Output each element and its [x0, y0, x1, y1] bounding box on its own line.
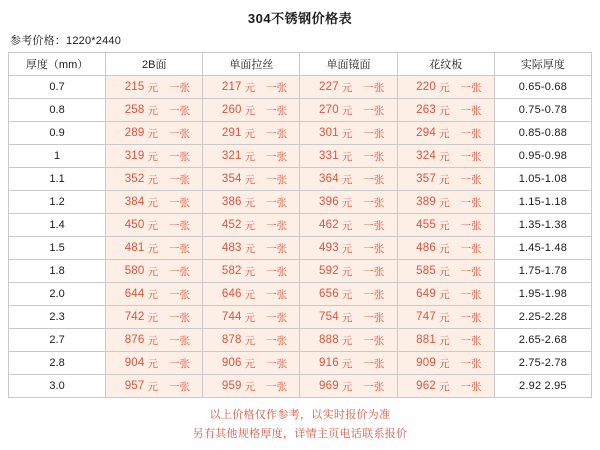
cell-price-brushed — [203, 145, 300, 168]
cell-price-brushed — [203, 191, 300, 214]
price-value: 481 — [124, 242, 145, 254]
price-per-unit: 一张 — [460, 173, 482, 186]
price-value: 909 — [416, 357, 436, 369]
cell-actual-thickness: 2.92 2.95 — [494, 375, 591, 398]
cell-price-brushed — [203, 76, 300, 99]
price-value: 263 — [416, 104, 436, 116]
price-currency: 元 — [438, 81, 450, 94]
price-per-unit: 一张 — [168, 265, 190, 278]
table-row — [9, 76, 592, 99]
cell-thickness: 1 — [9, 145, 106, 168]
table-row — [9, 352, 592, 375]
price-value: 916 — [319, 357, 339, 369]
cell-price-2b — [106, 145, 203, 168]
cell-price-pattern — [397, 145, 494, 168]
cell-price-mirror — [300, 237, 397, 260]
cell-actual-thickness: 0.75-0.78 — [494, 99, 591, 122]
cell-price-mirror — [300, 145, 397, 168]
price-currency: 元 — [147, 127, 158, 140]
cell-thickness: 0.9 — [9, 122, 106, 145]
price-value: 585 — [416, 265, 436, 277]
price-per-unit: 一张 — [168, 81, 190, 94]
cell-price-2b — [106, 237, 203, 260]
price-value: 644 — [124, 288, 145, 300]
cell-price-mirror — [300, 99, 397, 122]
cell-thickness: 1.5 — [9, 237, 106, 260]
price-value: 754 — [319, 311, 339, 323]
column-header-brushed: 单面拉丝 — [203, 53, 300, 76]
cell-actual-thickness: 1.45-1.48 — [494, 237, 591, 260]
price-per-unit: 一张 — [460, 81, 482, 94]
price-value: 888 — [319, 334, 339, 346]
cell-actual-thickness: 2.65-2.68 — [494, 329, 591, 352]
price-currency: 元 — [147, 311, 158, 324]
page-title: 304不锈钢价格表 — [247, 11, 353, 26]
footer-note-1: 以上价格仅作参考，以实时报价为准 — [209, 409, 391, 421]
cell-price-pattern — [397, 306, 494, 329]
cell-price-mirror — [300, 352, 397, 375]
price-currency: 元 — [341, 380, 353, 393]
price-value: 462 — [319, 219, 339, 231]
cell-actual-thickness: 2.25-2.28 — [494, 306, 591, 329]
price-currency: 元 — [438, 288, 450, 301]
cell-price-pattern — [397, 352, 494, 375]
price-value: 969 — [319, 380, 339, 392]
price-value: 289 — [124, 127, 145, 139]
price-currency: 元 — [147, 357, 158, 370]
price-per-unit: 一张 — [168, 380, 190, 393]
price-currency: 元 — [147, 104, 158, 117]
price-currency: 元 — [438, 334, 450, 347]
price-currency: 元 — [438, 311, 450, 324]
cell-actual-thickness: 2.75-2.78 — [494, 352, 591, 375]
cell-price-pattern — [397, 237, 494, 260]
price-currency: 元 — [341, 265, 353, 278]
price-per-unit: 一张 — [168, 288, 190, 301]
price-per-unit: 一张 — [363, 242, 385, 255]
price-value: 331 — [319, 150, 339, 162]
price-value: 217 — [221, 81, 242, 93]
price-per-unit: 一张 — [363, 265, 385, 278]
price-value: 959 — [221, 380, 242, 392]
price-per-unit: 一张 — [266, 265, 288, 278]
cell-price-2b — [106, 168, 203, 191]
price-per-unit: 一张 — [168, 127, 190, 140]
price-value: 452 — [221, 219, 242, 231]
cell-price-brushed — [203, 122, 300, 145]
cell-price-2b — [106, 214, 203, 237]
price-per-unit: 一张 — [363, 127, 385, 140]
table-row — [9, 145, 592, 168]
price-per-unit: 一张 — [168, 219, 190, 232]
cell-price-pattern — [397, 191, 494, 214]
cell-price-mirror — [300, 76, 397, 99]
price-currency: 元 — [147, 196, 158, 209]
price-value: 455 — [416, 219, 436, 231]
price-value: 744 — [221, 311, 242, 323]
cell-price-mirror — [300, 191, 397, 214]
price-per-unit: 一张 — [460, 196, 482, 209]
price-per-unit: 一张 — [460, 357, 482, 370]
price-value: 904 — [124, 357, 145, 369]
cell-actual-thickness: 0.65-0.68 — [494, 76, 591, 99]
cell-actual-thickness: 1.35-1.38 — [494, 214, 591, 237]
price-per-unit: 一张 — [266, 81, 288, 94]
price-currency: 元 — [244, 311, 256, 324]
cell-price-mirror — [300, 306, 397, 329]
price-value: 493 — [319, 242, 339, 254]
price-value: 270 — [319, 104, 339, 116]
price-per-unit: 一张 — [168, 104, 190, 117]
price-per-unit: 一张 — [168, 173, 190, 186]
table-header — [9, 53, 592, 76]
price-currency: 元 — [147, 81, 158, 94]
price-value: 321 — [221, 150, 242, 162]
price-per-unit: 一张 — [460, 311, 482, 324]
table-row — [9, 260, 592, 283]
cell-thickness: 2.0 — [9, 283, 106, 306]
cell-thickness: 2.3 — [9, 306, 106, 329]
cell-actual-thickness: 0.95-0.98 — [494, 145, 591, 168]
price-per-unit: 一张 — [266, 380, 288, 393]
cell-price-brushed — [203, 260, 300, 283]
cell-actual-thickness: 1.95-1.98 — [494, 283, 591, 306]
cell-price-mirror — [300, 260, 397, 283]
cell-price-2b — [106, 191, 203, 214]
price-currency: 元 — [244, 357, 256, 370]
price-per-unit: 一张 — [266, 219, 288, 232]
price-value: 220 — [416, 81, 436, 93]
price-value: 486 — [416, 242, 436, 254]
cell-actual-thickness: 0.85-0.88 — [494, 122, 591, 145]
price-per-unit: 一张 — [168, 334, 190, 347]
price-currency: 元 — [341, 242, 353, 255]
table-row — [9, 214, 592, 237]
cell-price-brushed — [203, 375, 300, 398]
cell-price-2b — [106, 375, 203, 398]
price-per-unit: 一张 — [363, 288, 385, 301]
footer-notes — [8, 406, 592, 444]
price-currency: 元 — [438, 173, 450, 186]
price-value: 450 — [124, 219, 145, 231]
price-currency: 元 — [244, 334, 256, 347]
price-currency: 元 — [341, 173, 353, 186]
price-per-unit: 一张 — [266, 357, 288, 370]
price-value: 227 — [319, 81, 339, 93]
cell-price-mirror — [300, 283, 397, 306]
price-per-unit: 一张 — [363, 219, 385, 232]
price-value: 483 — [221, 242, 242, 254]
price-currency: 元 — [341, 357, 353, 370]
price-per-unit: 一张 — [363, 357, 385, 370]
price-value: 881 — [416, 334, 436, 346]
price-currency: 元 — [147, 173, 158, 186]
price-per-unit: 一张 — [266, 150, 288, 163]
table-row — [9, 122, 592, 145]
cell-price-pattern — [397, 260, 494, 283]
price-value: 742 — [124, 311, 145, 323]
price-per-unit: 一张 — [363, 311, 385, 324]
price-value: 386 — [221, 196, 242, 208]
price-currency: 元 — [438, 357, 450, 370]
price-currency: 元 — [341, 196, 353, 209]
price-per-unit: 一张 — [266, 104, 288, 117]
price-currency: 元 — [341, 104, 353, 117]
cell-price-pattern — [397, 76, 494, 99]
price-value: 582 — [221, 265, 242, 277]
price-per-unit: 一张 — [266, 311, 288, 324]
price-currency: 元 — [147, 150, 158, 163]
price-value: 957 — [124, 380, 145, 392]
table-row — [9, 168, 592, 191]
price-per-unit: 一张 — [363, 81, 385, 94]
price-per-unit: 一张 — [168, 150, 190, 163]
cell-price-brushed — [203, 283, 300, 306]
price-currency: 元 — [438, 196, 450, 209]
price-currency: 元 — [244, 219, 256, 232]
price-per-unit: 一张 — [266, 334, 288, 347]
price-per-unit: 一张 — [460, 242, 482, 255]
cell-price-brushed — [203, 352, 300, 375]
cell-price-mirror — [300, 329, 397, 352]
price-per-unit: 一张 — [460, 288, 482, 301]
price-currency: 元 — [244, 173, 256, 186]
price-per-unit: 一张 — [460, 104, 482, 117]
cell-thickness: 1.2 — [9, 191, 106, 214]
cell-price-mirror — [300, 375, 397, 398]
cell-price-mirror — [300, 168, 397, 191]
table-row — [9, 99, 592, 122]
table-row — [9, 191, 592, 214]
price-per-unit: 一张 — [168, 242, 190, 255]
cell-price-2b — [106, 283, 203, 306]
price-currency: 元 — [244, 288, 256, 301]
reference-price-note: 参考价格：1220*2440 — [10, 35, 122, 47]
price-per-unit: 一张 — [460, 127, 482, 140]
price-value: 357 — [416, 173, 436, 185]
price-per-unit: 一张 — [168, 196, 190, 209]
price-per-unit: 一张 — [266, 242, 288, 255]
cell-price-pattern — [397, 122, 494, 145]
price-value: 962 — [416, 380, 436, 392]
price-currency: 元 — [147, 265, 158, 278]
cell-thickness: 1.4 — [9, 214, 106, 237]
table-row — [9, 237, 592, 260]
price-per-unit: 一张 — [363, 104, 385, 117]
price-value: 354 — [221, 173, 242, 185]
price-value: 260 — [221, 104, 242, 116]
price-currency: 元 — [438, 380, 450, 393]
footer-note-2: 另有其他规格厚度，详情主页电话联系报价 — [192, 428, 408, 440]
price-value: 352 — [124, 173, 145, 185]
price-per-unit: 一张 — [363, 334, 385, 347]
cell-thickness: 1.8 — [9, 260, 106, 283]
price-value: 906 — [221, 357, 242, 369]
table-row — [9, 306, 592, 329]
price-per-unit: 一张 — [266, 127, 288, 140]
cell-actual-thickness: 1.05-1.08 — [494, 168, 591, 191]
price-value: 656 — [319, 288, 339, 300]
price-currency: 元 — [341, 127, 353, 140]
price-currency: 元 — [147, 219, 158, 232]
price-value: 364 — [319, 173, 339, 185]
price-per-unit: 一张 — [363, 196, 385, 209]
table-body — [9, 76, 592, 398]
cell-price-brushed — [203, 237, 300, 260]
column-header-pattern: 花纹板 — [397, 53, 494, 76]
cell-price-pattern — [397, 375, 494, 398]
price-value: 592 — [319, 265, 339, 277]
price-value: 878 — [221, 334, 242, 346]
cell-price-2b — [106, 352, 203, 375]
cell-price-mirror — [300, 122, 397, 145]
price-currency: 元 — [244, 104, 256, 117]
table-row — [9, 375, 592, 398]
price-currency: 元 — [244, 150, 256, 163]
price-value: 324 — [416, 150, 436, 162]
price-per-unit: 一张 — [460, 265, 482, 278]
price-per-unit: 一张 — [460, 334, 482, 347]
cell-actual-thickness: 1.75-1.78 — [494, 260, 591, 283]
price-per-unit: 一张 — [460, 219, 482, 232]
price-per-unit: 一张 — [266, 173, 288, 186]
price-currency: 元 — [438, 265, 450, 278]
price-currency: 元 — [147, 288, 158, 301]
price-currency: 元 — [244, 242, 256, 255]
cell-price-2b — [106, 99, 203, 122]
price-value: 301 — [319, 127, 339, 139]
column-header-mirror: 单面镜面 — [300, 53, 397, 76]
price-currency: 元 — [244, 81, 256, 94]
price-value: 291 — [221, 127, 242, 139]
cell-price-2b — [106, 260, 203, 283]
price-value: 389 — [416, 196, 436, 208]
table-header-row — [9, 53, 592, 76]
price-currency: 元 — [341, 288, 353, 301]
price-value: 646 — [221, 288, 242, 300]
price-per-unit: 一张 — [266, 288, 288, 301]
price-value: 747 — [416, 311, 436, 323]
price-currency: 元 — [244, 380, 256, 393]
price-currency: 元 — [438, 150, 450, 163]
price-per-unit: 一张 — [168, 357, 190, 370]
cell-price-mirror — [300, 214, 397, 237]
price-value: 258 — [124, 104, 145, 116]
price-currency: 元 — [244, 196, 256, 209]
price-per-unit: 一张 — [168, 311, 190, 324]
cell-actual-thickness: 1.15-1.18 — [494, 191, 591, 214]
cell-price-pattern — [397, 168, 494, 191]
cell-price-2b — [106, 306, 203, 329]
price-currency: 元 — [341, 150, 353, 163]
cell-price-pattern — [397, 99, 494, 122]
cell-thickness: 2.8 — [9, 352, 106, 375]
cell-price-brushed — [203, 329, 300, 352]
price-per-unit: 一张 — [266, 196, 288, 209]
price-per-unit: 一张 — [460, 150, 482, 163]
column-header-2b: 2B面 — [106, 53, 203, 76]
price-value: 876 — [124, 334, 145, 346]
price-table — [8, 52, 592, 398]
cell-thickness: 0.7 — [9, 76, 106, 99]
price-value: 294 — [416, 127, 436, 139]
cell-price-2b — [106, 76, 203, 99]
cell-price-pattern — [397, 283, 494, 306]
price-currency: 元 — [341, 311, 353, 324]
table-row — [9, 329, 592, 352]
table-row — [9, 283, 592, 306]
cell-price-brushed — [203, 214, 300, 237]
price-value: 384 — [124, 196, 145, 208]
cell-price-brushed — [203, 306, 300, 329]
price-value: 649 — [416, 288, 436, 300]
cell-price-brushed — [203, 99, 300, 122]
price-currency: 元 — [147, 334, 158, 347]
price-currency: 元 — [438, 219, 450, 232]
price-per-unit: 一张 — [363, 380, 385, 393]
price-per-unit: 一张 — [363, 173, 385, 186]
price-per-unit: 一张 — [363, 150, 385, 163]
price-per-unit: 一张 — [460, 380, 482, 393]
price-currency: 元 — [147, 242, 158, 255]
price-currency: 元 — [438, 127, 450, 140]
cell-thickness: 2.7 — [9, 329, 106, 352]
cell-price-2b — [106, 329, 203, 352]
price-currency: 元 — [244, 265, 256, 278]
column-header-actual-thickness: 实际厚度 — [494, 53, 591, 76]
cell-thickness: 3.0 — [9, 375, 106, 398]
price-currency: 元 — [341, 81, 353, 94]
price-currency: 元 — [341, 219, 353, 232]
cell-price-pattern — [397, 329, 494, 352]
price-currency: 元 — [341, 334, 353, 347]
cell-thickness: 1.1 — [9, 168, 106, 191]
cell-price-2b — [106, 122, 203, 145]
cell-price-pattern — [397, 214, 494, 237]
price-value: 319 — [124, 150, 145, 162]
cell-price-brushed — [203, 168, 300, 191]
price-value: 396 — [319, 196, 339, 208]
price-currency: 元 — [147, 380, 158, 393]
price-currency: 元 — [438, 242, 450, 255]
price-currency: 元 — [438, 104, 450, 117]
price-value: 580 — [124, 265, 145, 277]
column-header-thickness: 厚度（mm） — [9, 53, 106, 76]
price-currency: 元 — [244, 127, 256, 140]
cell-thickness: 0.8 — [9, 99, 106, 122]
price-value: 215 — [124, 81, 145, 93]
